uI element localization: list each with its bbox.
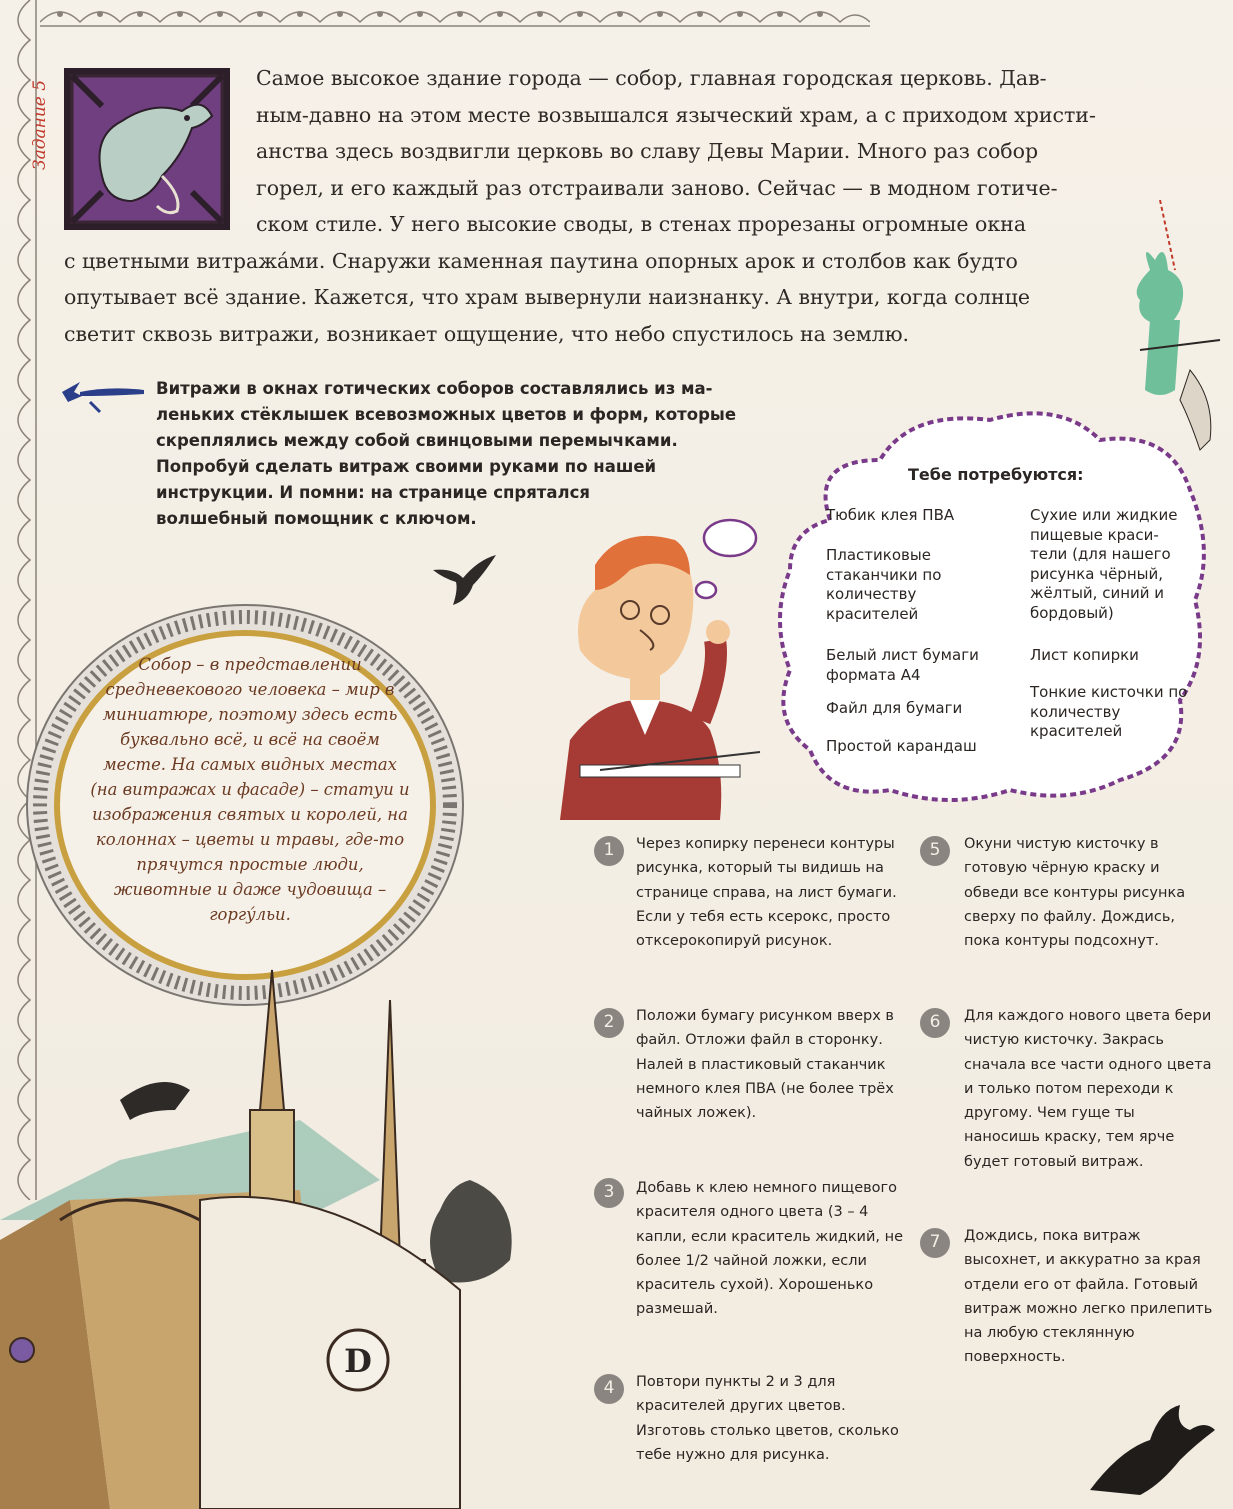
step-number-badge: 5	[918, 834, 952, 868]
hint-paragraph	[156, 376, 816, 532]
step-text: Окуни чистую кисточку в готовую чёрную краску и обведи все контуры рисунка сверху по файлу. Дождись, пока контуры подсохнут.	[964, 836, 1186, 950]
material-item: Белый лист бумаги формата А4	[826, 646, 979, 684]
man-illustration	[540, 520, 780, 820]
hint-line-3: скреплялись между собой свинцовыми перемычками.	[156, 431, 678, 450]
hint-line-1: Витражи в окнах готических соборов составлялись из ма-	[156, 379, 713, 398]
step-text: Повтори пункты 2 и 3 для красителей других цветов. Изготовь столько цветов, сколько тебе нужно для рисунка.	[636, 1374, 899, 1463]
task-number-label: Задание 5	[30, 79, 50, 171]
material-item: Тюбик клея ПВА	[826, 506, 955, 524]
bird-illustration-bottom	[1080, 1400, 1220, 1500]
medallion-letter: D	[344, 1342, 372, 1380]
hint-line-6: волшебный помощник с ключом.	[156, 509, 477, 528]
medallion-text: Собор – в представлении средневекового человека – мир в миниатюре, поэтому здесь есть буквально всё, и всё на своём месте. На самых видных местах (на витражах и фасаде) – статуи и изображения святых и королей, на колоннах – цветы и травы, где-то прячутся простые люди, животные и даже чудовища – горгу́льи.	[90, 655, 410, 924]
material-item: Тонкие кисточки по количеству красителей	[1030, 683, 1188, 740]
step-text: Добавь к клею немного пищевого красителя одного цвета (3 – 4 капли, если краситель жидкий, не более 1/2 чайной ложки, если краситель сухой). Хорошенько размешай.	[636, 1180, 903, 1318]
material-item: Лист копирки	[1030, 646, 1139, 664]
step-number-badge: 3	[592, 1176, 626, 1210]
step-number-badge: 7	[918, 1226, 952, 1260]
material-item: Сухие или жидкие пищевые краси- тели (для нашего рисунка чёрный, жёлтый, синий и бордовый)	[1030, 506, 1178, 622]
intro-line-8: светит сквозь витражи, возникает ощущение, что небо спустилось на землю.	[64, 321, 910, 346]
step-number-badge: 1	[592, 834, 626, 868]
intro-line-4: горел, и его каждый раз отстраивали заново. Сейчас — в модном готиче-	[256, 175, 1058, 200]
cathedral-illustration	[0, 960, 560, 1509]
intro-line-3: анства здесь воздвигли церковь во славу Девы Марии. Много раз собор	[256, 139, 1039, 163]
intro-line-2: ным-давно на этом месте возвышался языческий храм, а с приходом христи-	[256, 102, 1096, 127]
step-number-badge: 4	[592, 1372, 626, 1406]
top-ornament-border	[40, 0, 870, 30]
materials-title: Тебе потребуются:	[908, 465, 1084, 484]
material-item: Пластиковые стаканчики по количеству красителей	[826, 546, 942, 623]
intro-line-7: опутывает всё здание. Кажется, что храм вывернули наизнанку. А внутри, когда солнце	[64, 285, 1030, 309]
hare-illustration	[1120, 200, 1230, 460]
intro-paragraph	[64, 60, 1109, 352]
step-text: Дождись, пока витраж высохнет, и аккуратно за края отдели его от файла. Готовый витраж можно легко прилепить на любую стеклянную поверхность.	[964, 1228, 1213, 1366]
hint-line-5: инструкции. И помни: на странице спрятался	[156, 483, 590, 502]
step-number-badge: 2	[592, 1006, 626, 1040]
step-text: Для каждого нового цвета бери чистую кисточку. Закрась сначала все части одного цвета и только потом переходи к другому. Чем гуще ты наносишь краску, тем ярче будет готовый витраж.	[964, 1008, 1212, 1170]
step-number-badge: 6	[918, 1006, 952, 1040]
material-item: Простой карандаш	[826, 737, 977, 755]
intro-line-6: с цветными витража́ми. Снаружи каменная паутина опорных арок и столбов как будто	[64, 248, 1018, 273]
material-item: Файл для бумаги	[826, 699, 963, 717]
brush-icon	[60, 372, 146, 416]
intro-line-1: Самое высокое здание города — собор, главная городская церковь. Дав-	[256, 66, 1047, 90]
step-text: Через копирку перенеси контуры рисунка, который ты видишь на странице справа, на лист бумаги. Если у тебя есть ксерокс, просто отксерокопируй рисунок.	[636, 836, 897, 950]
hint-line-4: Попробуй сделать витраж своими руками по нашей	[156, 457, 657, 476]
step-text: Положи бумагу рисунком вверх в файл. Отложи файл в сторонку. Налей в пластиковый стаканчик немного клея ПВА (не более трёх чайных ложек).	[636, 1008, 894, 1122]
intro-line-5: ском стиле. У него высокие своды, в стенах прорезаны огромные окна	[256, 212, 1027, 236]
hint-line-2: леньких стёклышек всевозможных цветов и форм, которые	[156, 405, 737, 424]
